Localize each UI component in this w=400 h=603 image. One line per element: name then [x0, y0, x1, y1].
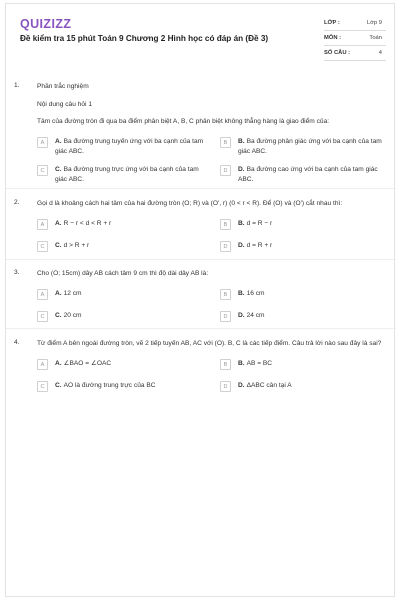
- option-letter: A.: [55, 290, 62, 297]
- question-text: Từ điểm A bên ngoài đường tròn, vẽ 2 tiếp tuyến AB, AC với (O). B, C là các tiếp điểm. Câu trả lời nào sau đây là sai?: [37, 340, 382, 347]
- option-d[interactable]: [220, 165, 388, 184]
- option-d[interactable]: [220, 381, 388, 392]
- option-letter: D.: [238, 166, 245, 173]
- option-b[interactable]: [220, 289, 388, 300]
- question-number: 1.: [14, 82, 20, 89]
- option-letter: B.: [238, 360, 245, 367]
- quizizz-logo: QUIZIZZ: [20, 17, 72, 31]
- option-b[interactable]: [220, 359, 388, 370]
- option-content: d > R + r: [63, 242, 90, 249]
- option-content: d = R − r: [246, 220, 273, 227]
- meta-count-row: [324, 46, 386, 61]
- option-a[interactable]: [37, 289, 205, 300]
- question-text: Tâm của đường tròn đi qua ba điểm phân biệt A, B, C phân biệt không thẳng hàng là giao điểm của:: [37, 118, 330, 125]
- option-content: ΔABC cân tại A: [246, 382, 292, 389]
- option-letter: D.: [238, 382, 245, 389]
- option-c[interactable]: [37, 165, 205, 184]
- option-text: [238, 219, 388, 229]
- question-text: Phần trắc nghiệm: [37, 83, 89, 90]
- worksheet-meta: [324, 16, 386, 61]
- worksheet-title: Đề kiểm tra 15 phút Toán 9 Chương 2 Hình học có đáp án (Đề 3): [20, 34, 269, 43]
- option-badge: C: [37, 165, 48, 176]
- option-badge: B: [220, 359, 231, 370]
- option-c[interactable]: [37, 241, 205, 252]
- option-badge: D: [220, 381, 231, 392]
- option-letter: B.: [238, 290, 245, 297]
- option-text: [238, 241, 388, 251]
- meta-count-label: SỐ CÂU :: [324, 50, 351, 56]
- meta-class-row: [324, 16, 386, 31]
- option-badge: C: [37, 241, 48, 252]
- question-text: Nội dung câu hỏi 1: [37, 101, 92, 108]
- option-text: [55, 381, 205, 391]
- option-a[interactable]: [37, 359, 205, 370]
- option-text: [55, 311, 205, 321]
- option-text: [238, 289, 388, 299]
- option-content: R − r < d < R + r: [63, 220, 112, 227]
- option-letter: A.: [55, 220, 62, 227]
- option-badge: A: [37, 289, 48, 300]
- option-badge: A: [37, 219, 48, 230]
- option-badge: C: [37, 311, 48, 322]
- option-text: [238, 359, 388, 369]
- worksheet-page: [5, 3, 395, 597]
- option-b[interactable]: [220, 137, 388, 156]
- option-a[interactable]: [37, 137, 205, 156]
- option-c[interactable]: [37, 381, 205, 392]
- divider: [6, 328, 396, 329]
- option-content: 12 cm: [63, 290, 82, 297]
- option-badge: D: [220, 165, 231, 176]
- option-b[interactable]: [220, 219, 388, 230]
- option-badge: D: [220, 241, 231, 252]
- option-content: 16 cm: [246, 290, 265, 297]
- option-d[interactable]: [220, 241, 388, 252]
- option-letter: D.: [238, 242, 245, 249]
- question-number: 4.: [14, 339, 20, 346]
- option-content: AO là đường trung trực của BC: [63, 382, 156, 389]
- option-content: ∠BAO = ∠OAC: [63, 360, 112, 367]
- option-badge: C: [37, 381, 48, 392]
- option-text: [55, 137, 205, 156]
- worksheet-header: [6, 4, 394, 62]
- option-letter: A.: [55, 138, 62, 145]
- question-text: Gọi d là khoảng cách hai tâm của hai đường tròn (O; R) và (O', r) (0 < r < R). Để (O) và (O') cắt nhau thì:: [37, 200, 343, 207]
- option-letter: C.: [55, 382, 62, 389]
- option-badge: B: [220, 137, 231, 148]
- option-letter: B.: [238, 220, 245, 227]
- option-badge: A: [37, 137, 48, 148]
- option-content: Ba đường cao ứng với ba cạnh của tam giác ABC.: [238, 166, 378, 183]
- option-text: [238, 381, 388, 391]
- option-badge: B: [220, 219, 231, 230]
- option-d[interactable]: [220, 311, 388, 322]
- question-number: 3.: [14, 269, 20, 276]
- option-text: [55, 165, 205, 184]
- option-text: [55, 241, 205, 251]
- divider: [6, 259, 396, 260]
- option-content: Ba đường phân giác ứng với ba cạnh của tam giác ABC.: [238, 138, 382, 155]
- option-text: [238, 137, 388, 156]
- option-text: [238, 165, 388, 184]
- meta-class-label: LỚP :: [324, 20, 340, 26]
- option-letter: D.: [238, 312, 245, 319]
- option-content: AB = BC: [246, 360, 273, 367]
- option-a[interactable]: [37, 219, 205, 230]
- meta-subject-label: MÔN :: [324, 35, 342, 41]
- option-content: d = R + r: [246, 242, 273, 249]
- option-letter: B.: [238, 138, 245, 145]
- option-text: [55, 289, 205, 299]
- option-badge: D: [220, 311, 231, 322]
- option-content: 20 cm: [63, 312, 82, 319]
- meta-count-value: 4: [378, 50, 382, 56]
- meta-class-value: Lớp 9: [366, 20, 382, 26]
- option-badge: A: [37, 359, 48, 370]
- option-letter: C.: [55, 312, 62, 319]
- divider: [6, 188, 396, 189]
- meta-subject-value: Toán: [369, 35, 382, 41]
- option-content: Ba đường trung tuyến ứng với ba cạnh của tam giác ABC.: [55, 138, 204, 155]
- option-text: [238, 311, 388, 321]
- question-text: Cho (O; 15cm) dây AB cách tâm 9 cm thì độ dài dây AB là:: [37, 270, 209, 277]
- option-letter: C.: [55, 242, 62, 249]
- option-content: Ba đường trung trực ứng với ba cạnh của tam giác ABC.: [55, 166, 199, 183]
- option-badge: B: [220, 289, 231, 300]
- option-content: 24 cm: [246, 312, 265, 319]
- question-number: 2.: [14, 199, 20, 206]
- option-letter: A.: [55, 360, 62, 367]
- meta-subject-row: [324, 31, 386, 46]
- option-text: [55, 219, 205, 229]
- option-letter: C.: [55, 166, 62, 173]
- option-c[interactable]: [37, 311, 205, 322]
- option-text: [55, 359, 205, 369]
